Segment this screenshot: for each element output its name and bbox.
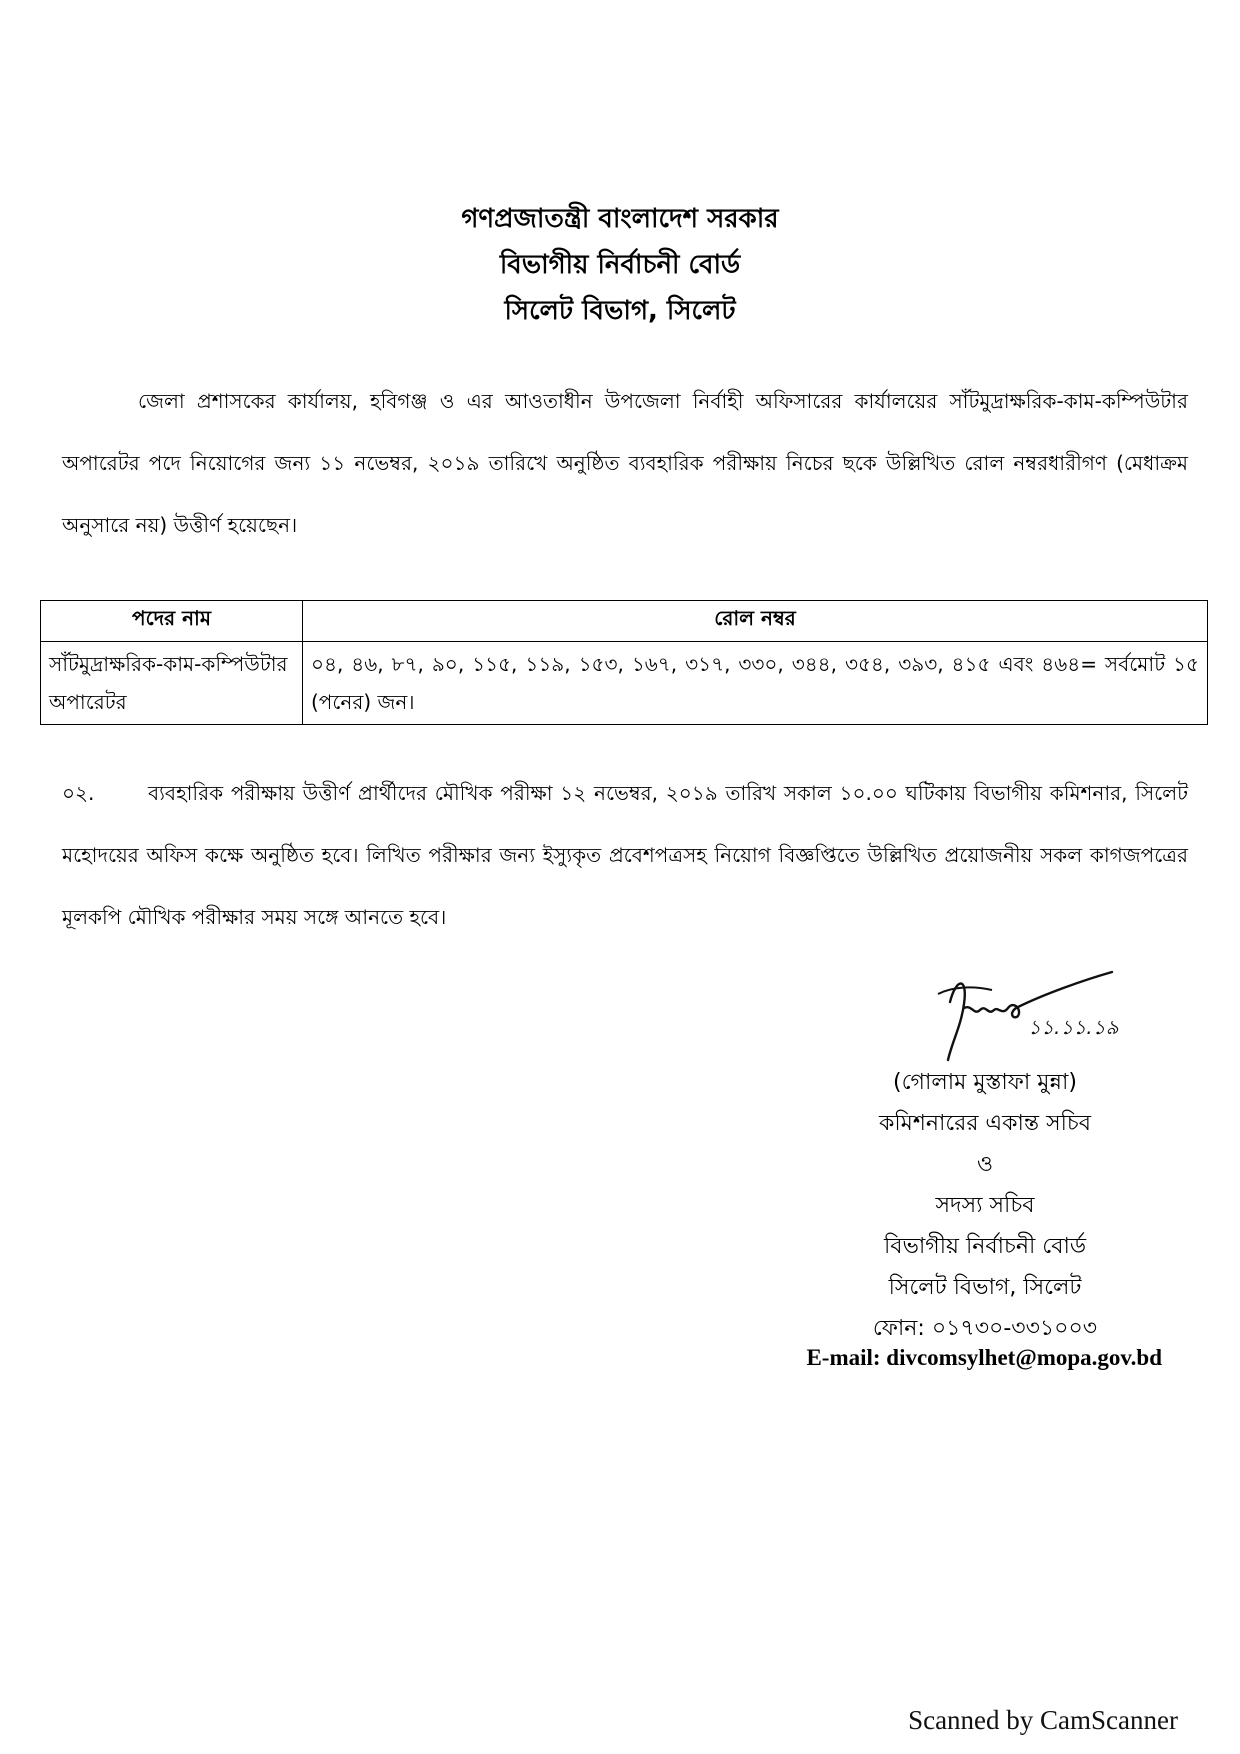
government-title: গণপ্রজাতন্ত্রী বাংলাদেশ সরকার bbox=[461, 204, 779, 234]
signature-date: ১১.১১.১৯ bbox=[1028, 1015, 1119, 1039]
signatory-phone: ফোন: ০১৭৩০-৩৩১০০৩ bbox=[872, 1316, 1098, 1341]
second-paragraph-text: ব্যবহারিক পরীক্ষায় উত্তীর্ণ প্রার্থীদের মৌখিক পরীক্ষা ১২ নভেম্বর, ২০১৯ তারিখ সকাল ১০.০০ ঘটিকায় বিভাগীয় কমিশনার, সিলেট মহোদয়ের অফিস কক্ষে অনুষ্ঠিত হবে। লিখিত পরীক্ষার জন্য ইস্যুকৃত প্রবেশপত্রসহ নিয়োগ বিজ্ঞপ্তিতে উল্লিখিত প্রয়োজনীয় সকল কাগজপত্রের মূলকপি মৌখিক পরীক্ষার সময় সঙ্গে আনতে হবে। bbox=[62, 781, 1188, 929]
post-name-header: পদের নাম bbox=[41, 601, 303, 642]
signatory-conjunction: ও bbox=[976, 1152, 994, 1177]
handwritten-signature bbox=[934, 964, 1144, 1074]
roll-number-header: রোল নম্বর bbox=[303, 601, 1208, 642]
signatory-name: (গোলাম মুস্তাফা মুন্না) bbox=[893, 1070, 1077, 1095]
post-name-cell: সাঁটমুদ্রাক্ষরিক-কাম-কম্পিউটার অপারেটর bbox=[41, 642, 303, 725]
signatory-title: কমিশনারের একান্ত সচিব bbox=[878, 1111, 1092, 1136]
signatory-division: সিলেট বিভাগ, সিলেট bbox=[888, 1275, 1082, 1300]
signatory-block bbox=[820, 1062, 1150, 1349]
signatory-email: E-mail: divcomsylhet@mopa.gov.bd bbox=[806, 1345, 1162, 1370]
signatory-member-secretary: সদস্য সচিব bbox=[935, 1193, 1035, 1218]
signatory-board: বিভাগীয় নির্বাচনী বোর্ড bbox=[883, 1234, 1087, 1259]
document-header bbox=[0, 196, 1240, 334]
table-header-row bbox=[41, 601, 1208, 642]
roll-numbers-cell: ০৪, ৪৬, ৮৭, ৯০, ১১৫, ১১৯, ১৫৩, ১৬৭, ৩১৭, ৩৩০, ৩৪৪, ৩৫৪, ৩৯৩, ৪১৫ এবং ৪৬৪= সর্বমোট ১৫ (পনের) জন। bbox=[303, 642, 1208, 725]
paragraph-number: ০২. bbox=[62, 781, 95, 805]
table-row bbox=[41, 642, 1208, 725]
intro-paragraph: জেলা প্রশাসকের কার্যালয়, হবিগঞ্জ ও এর আওতাধীন উপজেলা নির্বাহী অফিসারের কার্যালয়ের সাঁটমুদ্রাক্ষরিক-কাম-কম্পিউটার অপারেটর পদে নিয়োগের জন্য ১১ নভেম্বর, ২০১৯ তারিখে অনুষ্ঠিত ব্যবহারিক পরীক্ষায় নিচের ছকে উল্লিখিত রোল নম্বরধারীগণ (মেধাক্রম অনুসারে নয়) উত্তীর্ণ হয়েছেন। bbox=[62, 389, 1188, 537]
division-title: সিলেট বিভাগ, সিলেট bbox=[504, 296, 736, 326]
board-title: বিভাগীয় নির্বাচনী বোর্ড bbox=[499, 250, 741, 280]
camscanner-watermark: Scanned by CamScanner bbox=[908, 1705, 1178, 1735]
results-table bbox=[40, 600, 1208, 725]
second-paragraph bbox=[62, 762, 1188, 948]
